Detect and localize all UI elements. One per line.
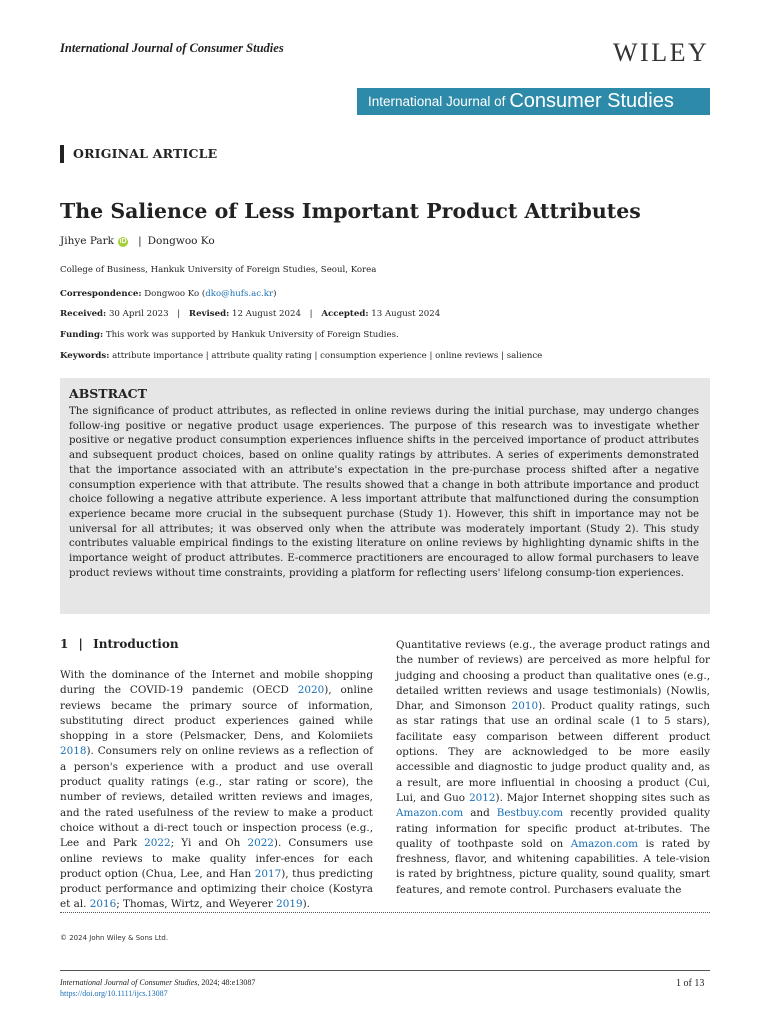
citation-link[interactable]: 2018 — [60, 745, 87, 758]
body-text: Quantitative reviews (e.g., the average product ratings and the number of reviews) are perceived as more helpful for judging and choosing a product than qualitative ones (e.g., detailed written reviews and usage testimonials) (Nowlis, Dhar, and Simonson — [396, 639, 710, 713]
keywords — [60, 351, 542, 361]
body-text: With the dominance of the Internet and mobile shopping during the COVID-19 pandemic (OECD — [60, 669, 373, 697]
section-number: 1 — [60, 637, 69, 651]
keywords-label: Keywords: — [60, 351, 110, 361]
funding-text: This work was supported by Hankuk University of Foreign Studies. — [105, 330, 399, 340]
external-link[interactable]: Amazon.com — [570, 837, 638, 850]
section-separator: | — [78, 637, 83, 651]
citation-link[interactable]: 2019 — [276, 898, 303, 911]
body-text: ). Consumers use online reviews to make quality infer-ences for each product option (Chua, Lee, and Han — [60, 837, 373, 880]
author-name[interactable]: Jihye Park — [60, 235, 115, 247]
body-text: ). — [302, 898, 310, 911]
funding-label: Funding: — [60, 330, 104, 340]
body-text: and — [463, 807, 497, 820]
author-separator: | — [138, 235, 142, 247]
body-text: ). Product quality ratings, such as star ratings that use an ordinal scale (1 to 5 stars), facilitate easy comparison between different product options. They are acknowledged to be more easily accessible and diagnostic to judge product quality and, as a result, are more influential in choosing a product (Cui, Lui, and Guo — [396, 700, 710, 804]
keywords-text: attribute importance | attribute quality rating | consumption experience | online reviews | salience — [112, 351, 543, 361]
body-text: ), online reviews became the primary source of information, substituting direct product experiences gained while shopping in a store (Pelsmacker, Dens, and Kolomiiets — [60, 684, 373, 743]
abstract-heading: ABSTRACT — [69, 386, 147, 401]
citation-link[interactable]: 2017 — [254, 867, 282, 880]
revised-date: 12 August 2024 — [232, 309, 301, 319]
footer-rule — [60, 970, 710, 971]
history-dates — [60, 309, 440, 319]
article-title: The Salience of Less Important Product Attributes — [60, 199, 641, 223]
doi-link[interactable]: https://doi.org/10.1111/ijcs.13087 — [60, 989, 168, 998]
citation-link[interactable]: 2020 — [297, 684, 325, 697]
external-link[interactable]: Bestbuy.com — [496, 807, 564, 820]
affiliation: College of Business, Hankuk University of Foreign Studies, Seoul, Korea — [60, 265, 377, 275]
banner-text-part2: Consumer Studies — [509, 90, 674, 112]
body-column-left — [60, 668, 373, 913]
article-type: ORIGINAL ARTICLE — [60, 145, 217, 163]
correspondence-close: ) — [273, 289, 277, 299]
footer-journal-volume: , 2024; 48:e13087 — [197, 978, 256, 987]
accepted-date: 13 August 2024 — [371, 309, 441, 319]
correspondence-email-link[interactable]: dko@hufs.ac.kr — [205, 289, 274, 299]
date-separator: | — [309, 309, 313, 319]
copyright-notice: © 2024 John Wiley & Sons Ltd. — [60, 934, 169, 942]
citation-link[interactable]: 2022 — [144, 837, 171, 850]
journal-banner[interactable] — [357, 88, 710, 115]
accepted-label: Accepted: — [321, 309, 369, 319]
body-text: recently provided quality rating information for specific product at-tributes. The quality of toothpaste sold on — [396, 807, 710, 850]
page-number: 1 of 13 — [676, 978, 705, 989]
received-date: 30 April 2023 — [108, 309, 169, 319]
received-label: Received: — [60, 309, 107, 319]
footer-journal-title: International Journal of Consumer Studies — [60, 978, 198, 987]
body-text: ; Thomas, Wirtz, and Weyerer — [116, 898, 277, 911]
citation-link[interactable]: 2016 — [89, 898, 117, 911]
citation-link[interactable]: 2010 — [511, 700, 539, 713]
funding — [60, 330, 399, 340]
footnote-divider — [60, 912, 710, 913]
external-link[interactable]: Amazon.com — [396, 807, 464, 820]
correspondence-label: Correspondence: — [60, 289, 142, 299]
body-text: ). Major Internet shopping sites such as — [495, 791, 710, 804]
section-heading — [60, 637, 179, 651]
correspondence-name: Dongwoo Ko ( — [144, 289, 206, 299]
citation-link[interactable]: 2022 — [247, 837, 274, 850]
citation-link[interactable]: 2012 — [469, 791, 496, 804]
author-name[interactable]: Dongwoo Ko — [147, 235, 215, 247]
body-text: ; Yi and Oh — [170, 837, 248, 850]
author-list — [60, 235, 215, 247]
date-separator: | — [177, 309, 181, 319]
body-text: ). Consumers rely on online reviews as a reflection of a person's experience with a product and use overall product quality ratings (e.g., star rating or score), the number of reviews, detailed written reviews and images, and the rated usefulness of the review to make a product choice without a di-rect touch or inspection process (e.g., Lee and Park — [60, 745, 373, 850]
body-text: ), thus predicting product performance and optimizing their choice (Kostyra et al. — [60, 867, 373, 911]
journal-name: International Journal of Consumer Studies — [60, 41, 284, 55]
body-column-right — [396, 638, 710, 898]
footer-journal-ref — [60, 978, 255, 987]
orcid-icon[interactable]: iD — [119, 238, 127, 245]
correspondence — [60, 289, 276, 299]
section-title: Introduction — [93, 637, 179, 651]
abstract-text: The significance of product attributes, as reflected in online reviews during the initial purchase, may undergo changes follow-ing positive or negative product usage experiences. The purpose of this research was to investigate whether positive or negative product consumption experiences influence shifts in the perceived importance of product attributes and subsequent product choices, based on online quality ratings by attributes. A series of experiments demonstrated that the importance associated with an attribute's expectation in the pre-purchase process shifted after a negative consumption experience with that attribute. The results showed that a change in both attribute importance and product choice following a negative attribute experience. A less important attribute that malfunctioned during the consumption experience became more crucial in the subsequent purchase (Study 1). However, this shift in importance may not be universal for all attributes; it was observed only when the attribute was moderately important (Study 2). This study contributes valuable empirical findings to the existing literature on online reviews by highlighting dynamic shifts in the importance weight of product attributes. E-commerce practitioners are encouraged to allow formal purchasers to leave product reviews without time constraints, providing a platform for reflecting users' lifelong consump-tion experiences. — [69, 406, 699, 579]
banner-text-part1: International Journal of — [368, 94, 506, 109]
revised-label: Revised: — [188, 309, 230, 319]
publisher-logo[interactable]: WILEY — [613, 38, 710, 67]
body-text: is rated by freshness, flavor, and whitening capabilities. A tele-vision is rated by brightness, picture quality, sound quality, smart features, and remote control. Purchasers evaluate the — [396, 837, 710, 896]
